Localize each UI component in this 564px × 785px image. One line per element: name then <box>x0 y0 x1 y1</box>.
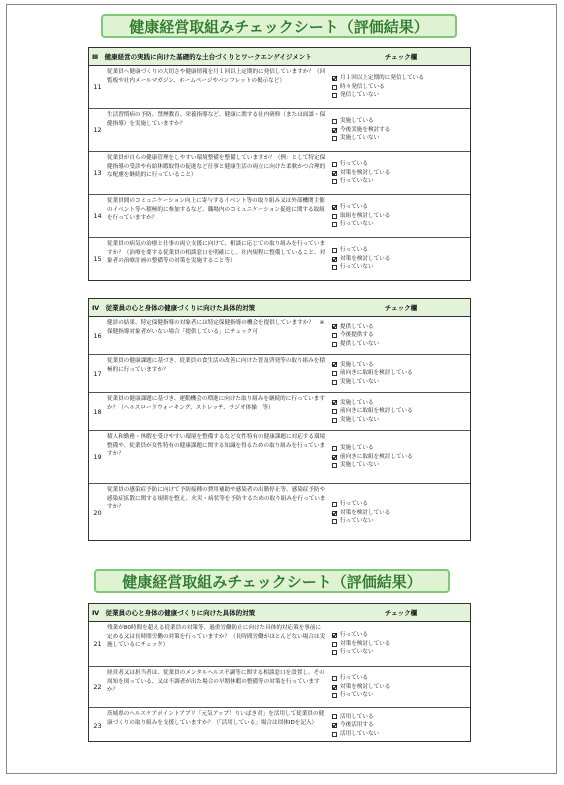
checked-checkbox-icon[interactable] <box>332 455 337 460</box>
question-number: 15 <box>93 255 102 263</box>
answer-option[interactable] <box>332 407 470 416</box>
answer-option[interactable] <box>332 255 470 264</box>
answer-options <box>330 355 470 392</box>
option-label: 行っていない <box>340 178 374 185</box>
question-row <box>89 622 470 667</box>
answer-option[interactable] <box>332 444 470 453</box>
answer-option[interactable] <box>332 246 470 255</box>
answer-option[interactable] <box>332 83 470 92</box>
answer-option[interactable] <box>332 674 470 683</box>
answer-option[interactable] <box>332 177 470 186</box>
question-row <box>89 109 470 152</box>
option-label: 活用していない <box>340 730 380 737</box>
question-number: 20 <box>93 509 102 517</box>
checked-checkbox-icon[interactable] <box>332 76 337 81</box>
option-label: 行っている <box>340 247 368 254</box>
answer-option[interactable] <box>332 160 470 169</box>
section-title: Ⅳ 従業員の心と身体の健康づくりに向けた具体的対策 <box>92 304 256 312</box>
sheet-title: 健康経営取組みチェックシート（評価結果） <box>101 14 457 38</box>
check-column-header: チェック欄 <box>384 609 418 617</box>
answer-options <box>330 317 470 354</box>
option-label: 実施していない <box>340 378 380 385</box>
option-label: 実施していない <box>340 462 380 469</box>
option-label: 行っていない <box>340 264 374 271</box>
question-row <box>89 66 470 109</box>
question-row <box>89 484 470 542</box>
question-number: 19 <box>93 453 102 461</box>
option-label: 時々発信している <box>340 83 385 90</box>
option-label: 取組を検討している <box>340 212 391 219</box>
checkbox-icon[interactable] <box>332 693 337 698</box>
answer-option[interactable] <box>332 640 470 649</box>
question-row <box>89 195 470 238</box>
section-4-continued <box>88 603 471 742</box>
question-number: 22 <box>93 683 102 691</box>
checkbox-icon[interactable] <box>332 446 337 451</box>
check-column-header: チェック欄 <box>384 304 418 312</box>
answer-options <box>330 484 470 542</box>
option-label: 対策を検討している <box>340 169 391 176</box>
section-header <box>89 48 470 66</box>
section-3 <box>88 47 471 281</box>
checked-checkbox-icon[interactable] <box>332 723 337 728</box>
checkbox-icon[interactable] <box>332 162 337 167</box>
option-label: 対策を検討している <box>340 683 391 690</box>
answer-option[interactable] <box>332 361 470 370</box>
checkbox-icon[interactable] <box>332 222 337 227</box>
question-number: 11 <box>93 83 102 91</box>
section-rows <box>89 317 470 542</box>
option-label: 行っている <box>340 675 368 682</box>
option-label: 行っていない <box>340 221 374 228</box>
option-label: 今後活用する <box>340 722 374 729</box>
answer-option[interactable] <box>332 509 470 518</box>
question-row <box>89 355 470 393</box>
answer-option[interactable] <box>332 461 470 470</box>
checkbox-icon[interactable] <box>332 248 337 253</box>
answer-option[interactable] <box>332 416 470 425</box>
answer-option[interactable] <box>332 323 470 332</box>
option-label: 行っている <box>340 204 368 211</box>
sheet-title-2: 健康経営取組みチェックシート（評価結果） <box>94 569 450 593</box>
answer-options <box>330 667 470 707</box>
question-text: 積人和勤務・休暇を受けやすい環境を整備するなど女性特有の健康課題に対応する環境整備や、従業員が女性特有の健康課題に関する知識を得るための取り組みを行っていますか？ <box>107 434 326 458</box>
question-row <box>89 238 470 280</box>
checkbox-icon[interactable] <box>332 502 337 507</box>
question-text: 従業員の健康課題に基づき、従業員の食生活の改善に向けた普及啓発等の取り組みを積極的に行っていますか？ <box>107 358 325 373</box>
checked-checkbox-icon[interactable] <box>332 128 337 133</box>
checkbox-icon[interactable] <box>332 371 337 376</box>
checked-checkbox-icon[interactable] <box>332 324 337 329</box>
answer-option[interactable] <box>332 517 470 526</box>
checkbox-icon[interactable] <box>332 265 337 270</box>
question-row <box>89 152 470 195</box>
answer-options <box>330 622 470 666</box>
section-4 <box>88 298 471 541</box>
option-label: 実施している <box>340 445 374 452</box>
checkbox-icon[interactable] <box>332 380 337 385</box>
checkbox-icon[interactable] <box>332 333 337 338</box>
section-header <box>89 299 470 317</box>
question-text: 従業員の健康課題に基づき、運動機会の増進に向けた取り組みを継続的に行っていますか？（ヘルスロードウォーキング、ストレッチ、ラジオ体操 等） <box>107 396 325 411</box>
answer-option[interactable] <box>332 500 470 509</box>
answer-option[interactable] <box>332 331 470 340</box>
answer-option[interactable] <box>332 340 470 349</box>
answer-option[interactable] <box>332 399 470 408</box>
answer-options <box>330 393 470 430</box>
answer-option[interactable] <box>332 453 470 462</box>
question-text: 経営者又は担当者は、従業員のメンタルヘルス不調等に関する相談窓口を設置し、その周知を図っている、又は不調者が出た場合の早期休暇の整備等の対策を行っていますか？ <box>107 670 325 694</box>
checkbox-icon[interactable] <box>332 642 337 647</box>
option-label: 対策を検討している <box>340 255 391 262</box>
question-text: 健診の結果、特定保健指導の対象者には特定保健指導の機会を提供していますか？ ※保健指導対象者がいない場合「提供している」にチェック可 <box>107 320 325 335</box>
question-row <box>89 708 470 743</box>
checkbox-icon[interactable] <box>332 119 337 124</box>
answer-options <box>330 195 470 237</box>
section-title: Ⅲ 健康経営の実践に向けた基礎的な土台づくりとワークエンゲイジメント <box>92 53 312 61</box>
checked-checkbox-icon[interactable] <box>332 685 337 690</box>
answer-option[interactable] <box>332 91 470 100</box>
question-text: 従業員が自らの健康管理をしやすい環境整備を整備していますか？（例：として特定保健指導の受診や有給休暇取得の促進など仕事と健康生活の両立に向けた柔軟かつ合理的な配慮を継続的に行っていること） <box>107 155 326 179</box>
checked-checkbox-icon[interactable] <box>332 257 337 262</box>
answer-option[interactable] <box>332 74 470 83</box>
checkbox-icon[interactable] <box>332 676 337 681</box>
option-label: 実施していない <box>340 135 380 142</box>
question-number: 17 <box>93 369 102 378</box>
section-title: Ⅳ 従業員の心と身体の健康づくりに向けた具体的対策 <box>92 609 256 617</box>
answer-option[interactable] <box>332 369 470 378</box>
answer-option[interactable] <box>332 648 470 657</box>
checkbox-icon[interactable] <box>332 463 337 468</box>
checkbox-icon[interactable] <box>332 136 337 141</box>
question-text: 残業が80時間を超える従業員の対策等、過重労働防止に向けた具体的対応策を事前に定める又は長時間労働の対策を行っていますか？（長時間労働がほとんどない場合は実施しているにチェック） <box>107 625 326 649</box>
option-label: 行っている <box>340 501 368 508</box>
option-label: 対策を検討している <box>340 640 391 647</box>
answer-option[interactable] <box>332 631 470 640</box>
answer-options <box>330 152 470 194</box>
option-label: 行っている <box>340 161 368 168</box>
question-number: 21 <box>93 640 102 648</box>
answer-options <box>330 238 470 280</box>
question-text: 茨城県のヘルスケアポイントアプリ「元気アップ！りいばき君」を活用して従業員の健康づくりの取り組みを支援していますか？（「活用している」場合は団体IDを記入） <box>107 711 325 726</box>
option-label: 対策を検討している <box>340 509 391 516</box>
checkbox-icon[interactable] <box>332 650 337 655</box>
option-label: 行っている <box>340 632 368 639</box>
checkbox-icon[interactable] <box>332 93 337 98</box>
question-row <box>89 317 470 355</box>
option-label: 実施していない <box>340 416 380 423</box>
option-label: 前向きに取組を検討している <box>340 453 413 460</box>
option-label: 行っていない <box>340 649 374 656</box>
answer-option[interactable] <box>332 378 470 387</box>
checkbox-icon[interactable] <box>332 409 337 414</box>
question-row <box>89 667 470 708</box>
answer-options <box>330 109 470 151</box>
question-number: 14 <box>93 212 102 220</box>
answer-option[interactable] <box>332 134 470 143</box>
question-text: 生活習慣病の予防、禁煙教育、栄養指導など、健康に関する社内研修（または面談・保健指導）を実施していますか？ <box>107 112 326 127</box>
answer-options <box>330 708 470 743</box>
answer-option[interactable] <box>332 220 470 229</box>
question-row <box>89 393 470 431</box>
question-row <box>89 431 470 484</box>
section-rows <box>89 622 470 743</box>
option-label: 前向きに取組を検討している <box>340 408 413 415</box>
question-number: 13 <box>93 169 102 177</box>
checkbox-icon[interactable] <box>332 418 337 423</box>
question-number: 23 <box>93 721 102 730</box>
answer-options <box>330 66 470 108</box>
answer-option[interactable] <box>332 117 470 126</box>
checked-checkbox-icon[interactable] <box>332 633 337 638</box>
answer-option[interactable] <box>332 713 470 722</box>
answer-options <box>330 431 470 483</box>
checked-checkbox-icon[interactable] <box>332 400 337 405</box>
answer-option[interactable] <box>332 212 470 221</box>
question-number: 12 <box>93 126 102 134</box>
answer-option[interactable] <box>332 691 470 700</box>
section-header <box>89 604 470 622</box>
answer-option[interactable] <box>332 263 470 272</box>
option-label: 実施している <box>340 118 374 125</box>
answer-option[interactable] <box>332 126 470 135</box>
checkbox-icon[interactable] <box>332 179 337 184</box>
question-text: 従業員の感染症予防に向けて予防接種の費用補助や感染者の出勤停止等、感染症予防や感染症拡散に関する規則を整え、火災・病状等を予防するための取り組みを行っていますか？ <box>107 487 326 511</box>
option-label: 今後提供する <box>340 332 374 339</box>
checkbox-icon[interactable] <box>332 714 337 719</box>
question-text: 従業員間のコミュニケーション向上に寄与するイベント等の取り組み又は外部機関主催のイベント等へ積極的に参加するなど、職場内のコミュニケーション促進に関する取組を行っていますか？ <box>107 198 325 222</box>
question-number: 18 <box>93 407 102 416</box>
option-label: 実施している <box>340 399 374 406</box>
option-label: 行っていない <box>340 692 374 699</box>
checkbox-icon[interactable] <box>332 732 337 737</box>
option-label: 発信していない <box>340 92 380 99</box>
option-label: 実施している <box>340 361 374 368</box>
option-label: 行っていない <box>340 518 374 525</box>
answer-option[interactable] <box>332 730 470 739</box>
check-column-header: チェック欄 <box>384 53 418 61</box>
checkbox-icon[interactable] <box>332 214 337 219</box>
option-label: 提供している <box>340 323 374 330</box>
checked-checkbox-icon[interactable] <box>332 205 337 210</box>
answer-option[interactable] <box>332 721 470 730</box>
checkbox-icon[interactable] <box>332 342 337 347</box>
checkbox-icon[interactable] <box>332 519 337 524</box>
section-rows <box>89 66 470 280</box>
option-label: 今後実施を検討する <box>340 126 391 133</box>
option-label: 前向きに取組を検討している <box>340 370 413 377</box>
option-label: 活用している <box>340 713 374 720</box>
question-number: 16 <box>93 331 102 340</box>
checkbox-icon[interactable] <box>332 85 337 90</box>
answer-option[interactable] <box>332 169 470 178</box>
option-label: 提供していない <box>340 340 380 347</box>
checked-checkbox-icon[interactable] <box>332 171 337 176</box>
checked-checkbox-icon[interactable] <box>332 511 337 516</box>
option-label: 月１回以上定期的に発信している <box>340 75 424 82</box>
checked-checkbox-icon[interactable] <box>332 362 337 367</box>
question-text: 従業員の病気の治療と仕事の両立支援に向けて、相談に応じての取り組みを行っていますか？（治療を要する従業員の相談窓口を明確にし、社内規程に整備していること、対象者の治療計画の整備等の対策を実施すること等） <box>107 241 326 265</box>
question-text: 従業員へ健康づくりの大切さや健康情報を月１回以上定期的に発信していますか？（回覧板や社内メールマガジン、ホームページやパンフレットの掲示など） <box>107 69 326 84</box>
answer-option[interactable] <box>332 203 470 212</box>
answer-option[interactable] <box>332 683 470 692</box>
